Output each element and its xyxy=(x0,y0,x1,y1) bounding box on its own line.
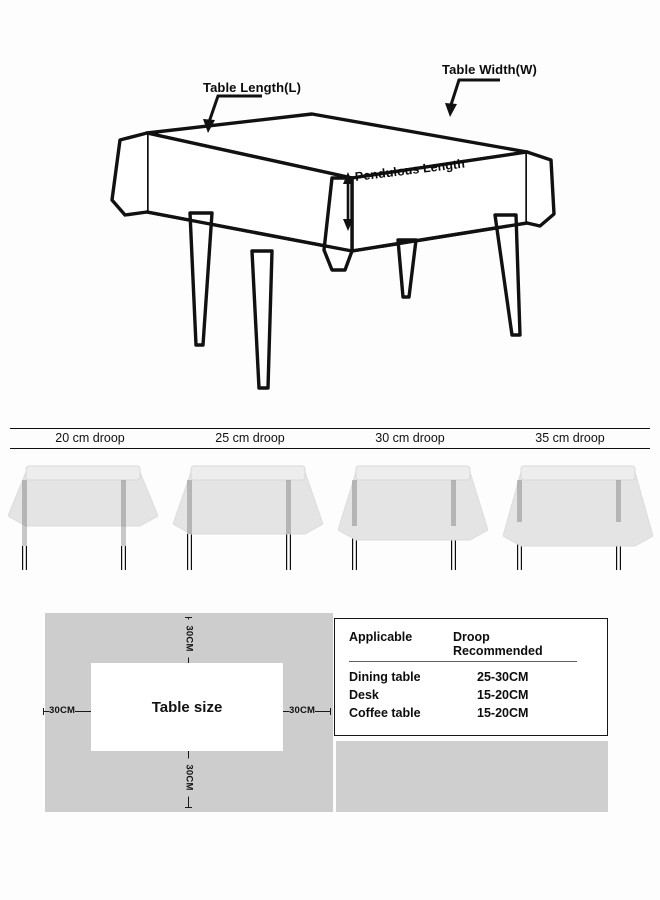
dim-cap-left xyxy=(43,708,44,715)
plan-table-size-label: Table size xyxy=(151,698,223,716)
dim-label-right: 30CM xyxy=(289,705,316,716)
spec-header-applicable: Applicable xyxy=(349,630,413,644)
droop-comparison-strip xyxy=(0,424,660,574)
droop-heading-35: 35 cm droop xyxy=(535,431,605,445)
leader-arrowhead-width xyxy=(445,103,457,117)
table-with-cloth-drawing xyxy=(0,0,660,420)
dim-cap-right xyxy=(330,708,331,715)
droop-table-30 xyxy=(338,466,488,570)
droop-thumb-30 xyxy=(330,452,495,572)
dim-label-left: 30CM xyxy=(49,705,76,716)
droop-thumb-35 xyxy=(495,452,660,572)
droop-heading-20: 20 cm droop xyxy=(55,431,125,445)
table-row xyxy=(349,704,597,722)
table-row xyxy=(349,668,597,686)
dim-cap-bottom xyxy=(185,807,192,808)
cloth-corner-flap-left xyxy=(112,133,147,215)
dim-label-top: 30CM xyxy=(184,620,195,658)
table-leg-front-center xyxy=(252,251,272,388)
droop-thumbnail-row xyxy=(0,452,660,572)
droop-table-35 xyxy=(503,466,653,570)
droop-table-20 xyxy=(8,466,158,570)
droop-heading-row xyxy=(10,429,650,448)
spec-table-body xyxy=(349,668,597,722)
table-leg-back-left xyxy=(190,213,212,345)
spec-cell-droop: 15-20CM xyxy=(477,706,529,720)
droop-recommendation-table xyxy=(334,618,608,736)
table-leg-front-right xyxy=(495,215,520,335)
plan-gray-extension xyxy=(336,741,608,812)
spec-cell-droop: 15-20CM xyxy=(477,688,529,702)
spec-cell-applicable: Dining table xyxy=(349,670,421,684)
table-width-label: Table Width(W) xyxy=(442,62,537,77)
spec-cell-applicable: Desk xyxy=(349,688,379,702)
droop-rule-bottom xyxy=(10,448,650,449)
hero-illustration xyxy=(0,0,660,420)
spec-cell-applicable: Coffee table xyxy=(349,706,421,720)
spec-cell-droop: 25-30CM xyxy=(477,670,529,684)
pendulous-length-label: Pendulous Length xyxy=(354,156,466,184)
droop-heading-30: 30 cm droop xyxy=(375,431,445,445)
spec-table-header-row xyxy=(349,630,577,662)
cloth-corner-flap-right xyxy=(527,152,554,226)
table-row xyxy=(349,686,597,704)
droop-table-25 xyxy=(173,466,323,570)
spec-header-droop: Droop Recommended xyxy=(453,630,543,658)
droop-thumb-20 xyxy=(0,452,165,572)
table-leg-back-right xyxy=(398,240,416,297)
droop-thumb-25 xyxy=(165,452,330,572)
dim-cap-top xyxy=(185,617,192,618)
droop-heading-25: 25 cm droop xyxy=(215,431,285,445)
table-length-label: Table Length(L) xyxy=(203,80,302,95)
dim-label-bottom: 30CM xyxy=(184,759,195,797)
leader-line-width xyxy=(445,80,500,117)
